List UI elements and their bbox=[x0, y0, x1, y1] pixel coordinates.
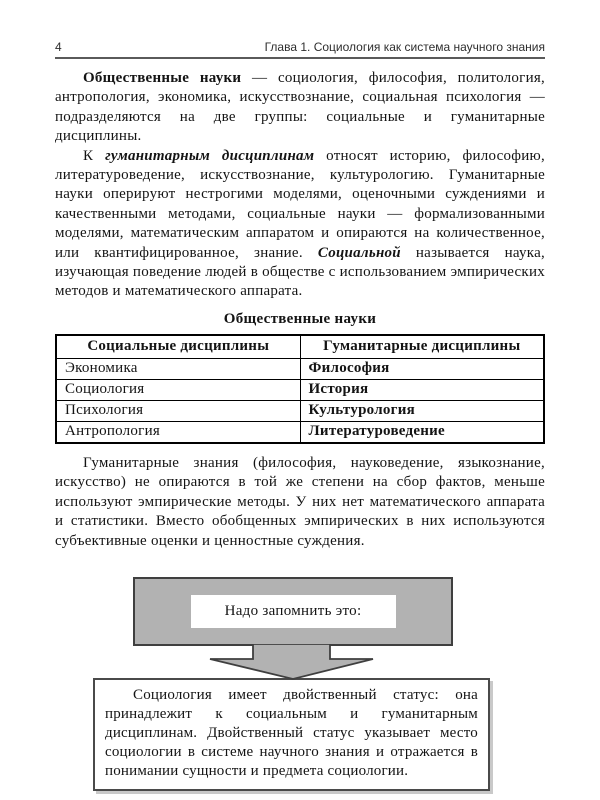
social-sciences-table bbox=[55, 334, 545, 444]
cell-social-4: Антропология bbox=[56, 421, 300, 443]
paragraph-social-sciences: Общественные науки — социология, философия, политология, антропология, экономика, искусствознание, социальная психология — подразделяются на две группы: социальные и гуманитарные дисциплины. bbox=[55, 70, 545, 145]
cell-social-3: Психология bbox=[56, 400, 300, 421]
cell-humanitarian-3: Культурология bbox=[300, 400, 544, 421]
memo-callout-label: Надо запомнить это: bbox=[191, 595, 396, 628]
table-row bbox=[56, 400, 544, 421]
cell-social-1: Экономика bbox=[56, 358, 300, 379]
cell-humanitarian-4: Литературоведение bbox=[300, 421, 544, 443]
chapter-title: Глава 1. Социология как система научного знания bbox=[264, 40, 545, 54]
table-title: Общественные науки bbox=[223, 310, 377, 327]
down-arrow-icon bbox=[133, 644, 453, 682]
memo-figure bbox=[55, 577, 545, 791]
memo-gray-box bbox=[133, 577, 453, 646]
table-row bbox=[56, 358, 544, 379]
cell-social-2: Социология bbox=[56, 379, 300, 400]
cell-humanitarian-2: История bbox=[300, 379, 544, 400]
table-row bbox=[56, 379, 544, 400]
column-header-humanitarian: Гуманитарные дисциплины bbox=[300, 335, 544, 359]
paragraph-humanitarian-disciplines: К гуманитарным дисциплинам относят историю, философию, литературоведение, искусствознание, культурологию. Гуманитарные науки оперируют нестрогими моделями, оценочными суждениями и качественными методами, социальные науки — формализованными моделями, математическим аппаратом и опираются на количественное, или квантифицированное, знание. Социальной называется наука, изучающая поведение людей в обществе с использованием эмпирических методов и математического аппарата. bbox=[55, 147, 545, 300]
paragraph-humanitarian-knowledge: Гуманитарные знания (философия, науковедение, языкознание, искусство) не опираются в той же степени на сбор фактов, меньше используют эмпирические методы. У них нет математического аппарата и статистики. Вместо обобщенных эмпирических в них используются субъективные оценки и ценностные суждения. bbox=[55, 454, 545, 549]
page-number: 4 bbox=[55, 40, 62, 54]
cell-humanitarian-1: Философия bbox=[300, 358, 544, 379]
page-header bbox=[55, 40, 545, 59]
memo-note-box: Социология имеет двойственный статус: она принадлежит к социальным и гуманитарным дисциплинам. Двойственный статус указывает место социологии в системе научного знания и отражается в понимании сущности и предмета социологии. bbox=[93, 678, 490, 791]
table-row bbox=[56, 421, 544, 443]
column-header-social: Социальные дисциплины bbox=[56, 335, 300, 359]
table-header-row bbox=[56, 335, 544, 359]
